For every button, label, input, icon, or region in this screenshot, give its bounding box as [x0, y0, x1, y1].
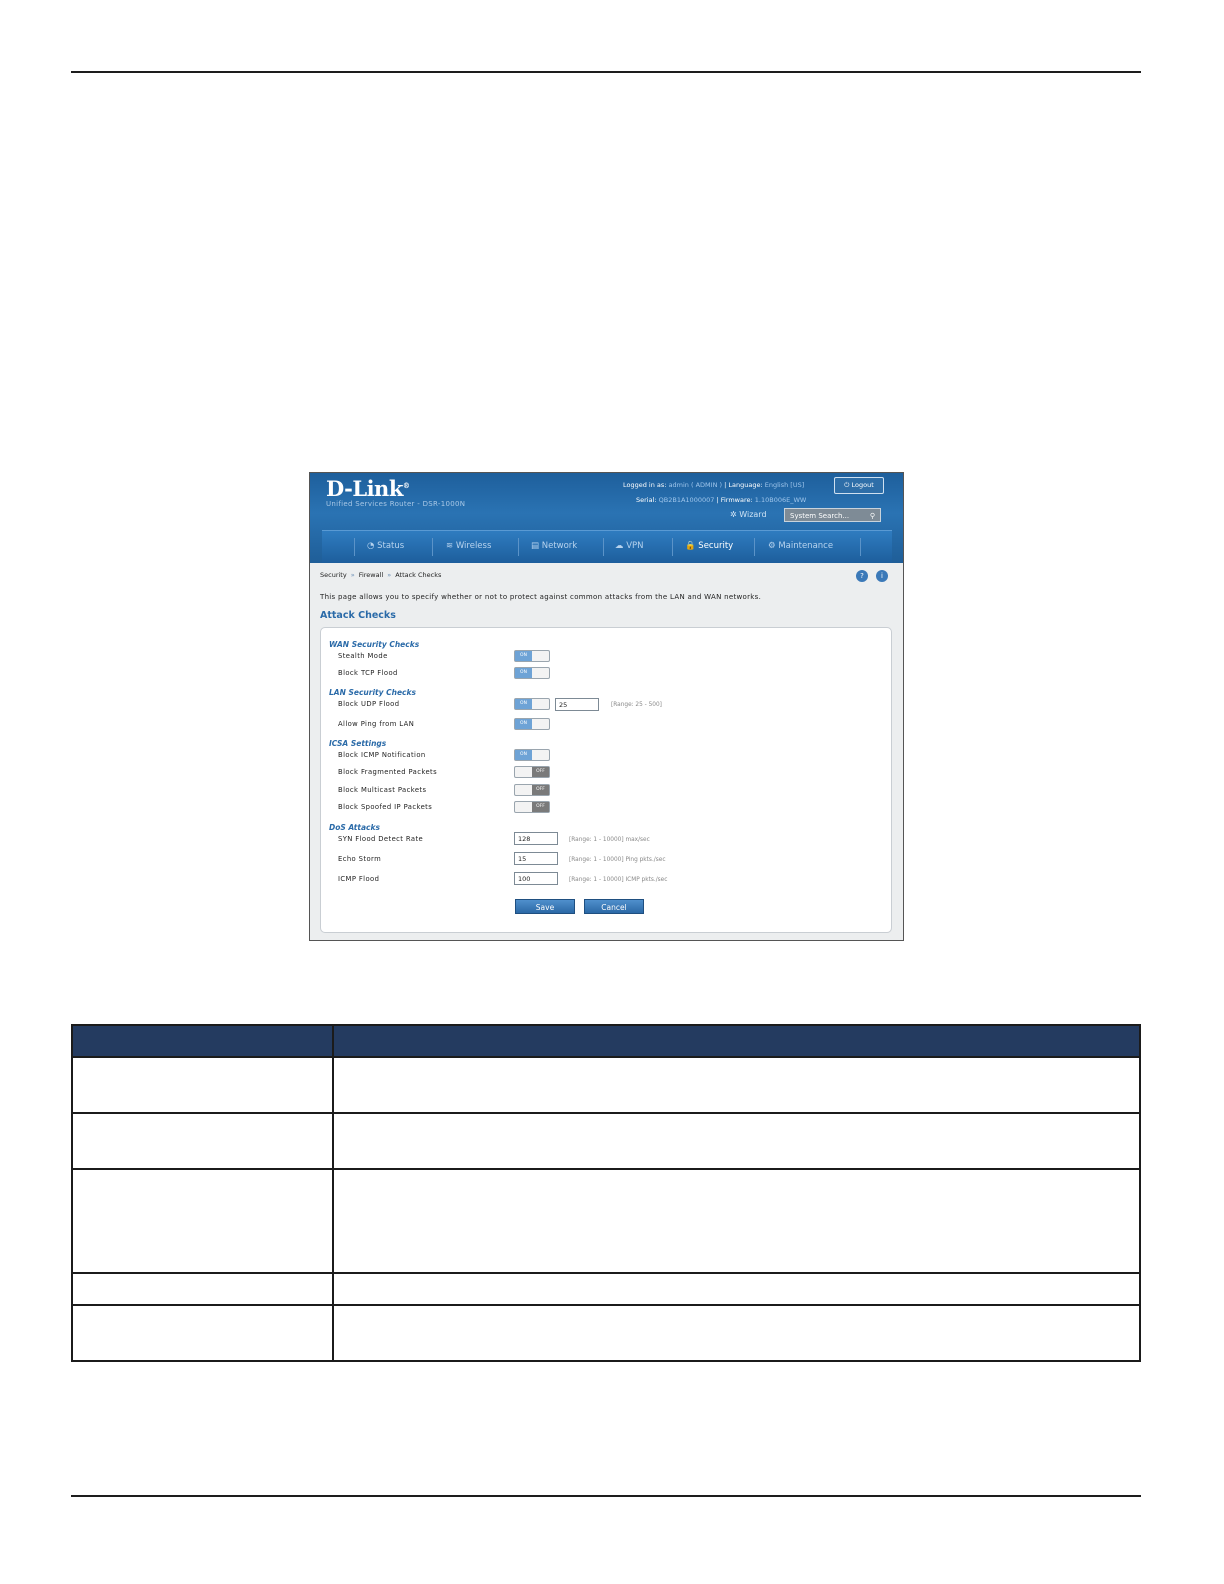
toggle-block-udp-flood[interactable]: ON [514, 698, 550, 710]
toggle-block-tcp-flood[interactable]: ON [514, 667, 550, 679]
router-header [310, 473, 903, 563]
breadcrumb-attack-checks: Attack Checks [395, 571, 442, 579]
attack-checks-panel [320, 627, 892, 933]
power-icon: ⏻ [844, 481, 850, 489]
breadcrumb-firewall[interactable]: Firewall [358, 571, 384, 579]
udp-flood-input[interactable]: 25 [555, 698, 599, 711]
page-description: This page allows you to specify whether or not to protect against common attacks from the LAN and WAN networks. [320, 593, 762, 601]
section-lan: LAN Security Checks [329, 688, 416, 697]
main-nav [322, 530, 892, 563]
label-block-tcp-flood: Block TCP Flood [338, 669, 398, 677]
bottom-rule [71, 1495, 1141, 1497]
toggle-block-multicast[interactable]: OFF [514, 784, 550, 796]
gauge-icon: ◔ [367, 541, 375, 551]
label-block-icmp-notification: Block ICMP Notification [338, 751, 426, 759]
toggle-stealth-mode[interactable]: ON [514, 650, 550, 662]
field-description-table [71, 1024, 1141, 1362]
cloud-icon: ☁ [615, 541, 624, 551]
syn-flood-rate-input[interactable]: 128 [514, 832, 558, 845]
breadcrumb: Security » Firewall » Attack Checks [320, 571, 442, 579]
wizard-link[interactable]: ✲ Wizard [730, 510, 767, 519]
toggle-block-fragmented[interactable]: OFF [514, 766, 550, 778]
help-icon[interactable]: ? [856, 570, 868, 582]
label-block-multicast: Block Multicast Packets [338, 786, 427, 794]
table-row [72, 1273, 1140, 1305]
label-allow-ping-lan: Allow Ping from LAN [338, 720, 415, 728]
label-echo-storm: Echo Storm [338, 855, 382, 863]
label-block-udp-flood: Block UDP Flood [338, 700, 400, 708]
label-syn-flood-rate: SYN Flood Detect Rate [338, 835, 424, 843]
tab-vpn[interactable]: ☁ VPN [615, 541, 644, 551]
device-info: Serial: QB2B1A1000007 | Firmware: 1.10B006E_WW [636, 496, 807, 504]
tab-status[interactable]: ◔ Status [367, 541, 405, 551]
icmp-flood-range: [Range: 1 - 10000] ICMP pkts./sec [569, 877, 668, 883]
table-cell [72, 1305, 333, 1361]
info-icon[interactable]: i [876, 570, 888, 582]
logout-button[interactable]: ⏻ Logout [834, 477, 884, 494]
save-button[interactable]: Save [515, 899, 575, 914]
logged-in-user: admin ( ADMIN ) [668, 481, 723, 489]
router-screenshot [309, 472, 904, 941]
table-header-cell [333, 1025, 1140, 1057]
table-cell [72, 1057, 333, 1113]
section-dos: DoS Attacks [329, 823, 380, 832]
table-cell [72, 1273, 333, 1305]
table-cell [72, 1169, 333, 1273]
table-cell [333, 1113, 1140, 1169]
table-cell [72, 1113, 333, 1169]
brand-logo: D-Link® [326, 476, 410, 501]
toggle-allow-ping-lan[interactable]: ON [514, 718, 550, 730]
table-header-cell [72, 1025, 333, 1057]
table-cell [333, 1057, 1140, 1113]
cancel-button[interactable]: Cancel [584, 899, 644, 914]
table-cell [333, 1169, 1140, 1273]
section-icsa: ICSA Settings [329, 739, 387, 748]
toggle-block-icmp-notification[interactable]: ON [514, 749, 550, 761]
tab-wireless[interactable]: ≋ Wireless [446, 541, 492, 551]
wand-icon: ✲ [730, 510, 737, 519]
table-row [72, 1169, 1140, 1273]
table-cell [333, 1305, 1140, 1361]
table-row [72, 1305, 1140, 1361]
login-info: Logged in as: admin ( ADMIN ) | Language: English [US] [623, 481, 805, 489]
icmp-flood-input[interactable]: 100 [514, 872, 558, 885]
table-header-row [72, 1025, 1140, 1057]
syn-flood-rate-range: [Range: 1 - 10000] max/sec [569, 837, 650, 843]
label-stealth-mode: Stealth Mode [338, 652, 388, 660]
lock-icon: 🔒 [685, 541, 696, 551]
table-cell [333, 1273, 1140, 1305]
tab-maintenance[interactable]: ⚙ Maintenance [768, 541, 834, 551]
language-link[interactable]: English [US] [764, 481, 805, 489]
system-search-input[interactable]: System Search... ⚲ [784, 508, 881, 522]
udp-flood-range: [Range: 25 - 500] [611, 702, 662, 708]
label-block-fragmented: Block Fragmented Packets [338, 768, 438, 776]
section-wan: WAN Security Checks [329, 640, 420, 649]
breadcrumb-security[interactable]: Security [320, 571, 347, 579]
page-title: Attack Checks [320, 610, 396, 621]
top-rule [71, 71, 1141, 73]
table-row [72, 1057, 1140, 1113]
search-icon: ⚲ [869, 512, 875, 520]
page-content [310, 563, 903, 940]
network-icon: ▤ [531, 541, 540, 551]
label-icmp-flood: ICMP Flood [338, 875, 380, 883]
wifi-icon: ≋ [446, 541, 454, 551]
table-row [72, 1113, 1140, 1169]
tab-network[interactable]: ▤ Network [531, 541, 578, 551]
echo-storm-range: [Range: 1 - 10000] Ping pkts./sec [569, 857, 666, 863]
gear-icon: ⚙ [768, 541, 776, 551]
tab-security[interactable]: 🔒 Security [685, 541, 734, 551]
toggle-block-spoofed-ip[interactable]: OFF [514, 801, 550, 813]
echo-storm-input[interactable]: 15 [514, 852, 558, 865]
label-block-spoofed-ip: Block Spoofed IP Packets [338, 803, 433, 811]
brand-subtitle: Unified Services Router - DSR-1000N [326, 500, 466, 508]
